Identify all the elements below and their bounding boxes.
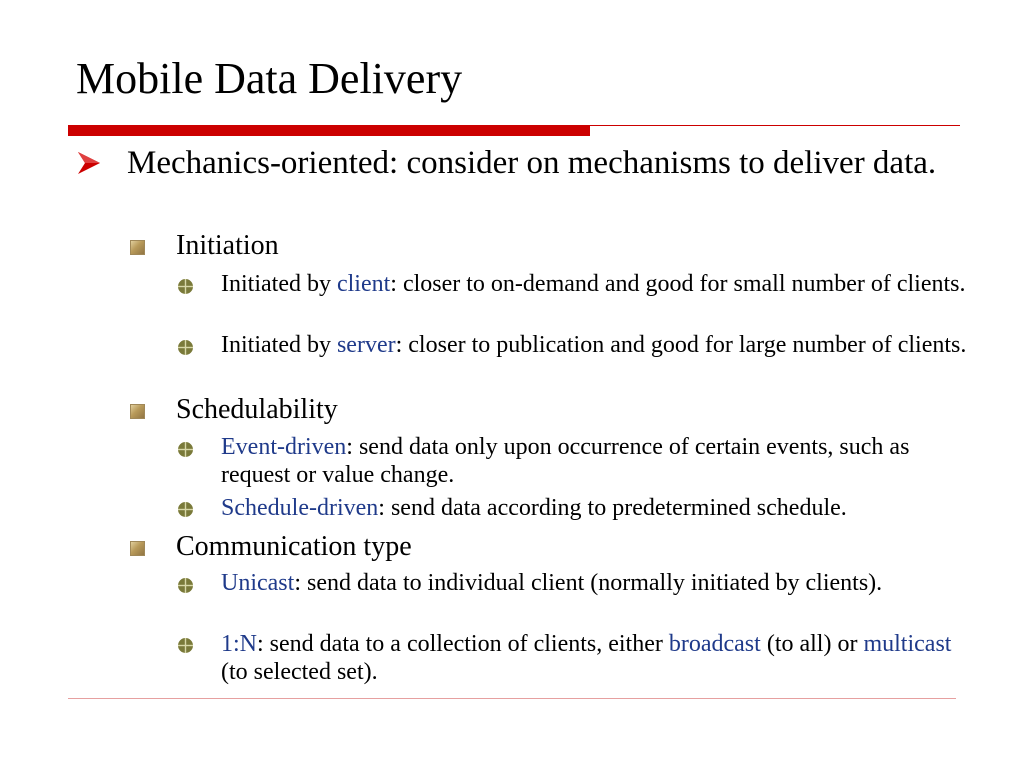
- item-rest-a: : send data to a collection of clients, either: [257, 631, 669, 657]
- list-item-initiated-by-client: [221, 270, 971, 298]
- slide-title: Mobile Data Delivery: [76, 54, 463, 103]
- item-rest: : send data according to predetermined schedule.: [378, 495, 847, 521]
- olive-disc-icon: [177, 577, 194, 594]
- term-broadcast: broadcast: [668, 631, 761, 657]
- footer-rule: [68, 698, 956, 699]
- list-item-unicast: [221, 569, 971, 597]
- term-1-n: 1:N: [221, 631, 257, 657]
- item-rest: : closer to publication and good for large number of clients.: [395, 332, 967, 358]
- term-unicast: Unicast: [221, 570, 295, 596]
- term-event-driven: Event-driven: [221, 434, 347, 460]
- list-item-initiated-by-server: [221, 331, 971, 359]
- olive-disc-icon: [177, 441, 194, 458]
- olive-disc-icon: [177, 278, 194, 295]
- arrow-chevron-icon: [76, 150, 102, 176]
- level1-bullet-text: Mechanics-oriented: consider on mechanisms to deliver data.: [127, 145, 937, 181]
- item-rest: : send data to individual client (normally initiated by clients).: [294, 570, 883, 596]
- olive-disc-icon: [177, 501, 194, 518]
- list-item-one-to-n: [221, 630, 971, 686]
- section-heading-initiation: Initiation: [176, 230, 279, 261]
- item-rest-c: (to selected set).: [221, 659, 378, 685]
- item-rest-b: (to all) or: [760, 631, 864, 657]
- section-heading-communication-type: Communication type: [176, 531, 412, 562]
- item-rest: : send data only upon occurrence of certain events, such as request or value change.: [221, 434, 910, 488]
- list-item-event-driven: [221, 433, 971, 489]
- gold-square-icon: [130, 240, 145, 255]
- term-multicast: multicast: [863, 631, 952, 657]
- term-client: client: [336, 271, 391, 297]
- item-rest: : closer to on-demand and good for small number of clients.: [390, 271, 966, 297]
- olive-disc-icon: [177, 339, 194, 356]
- gold-square-icon: [130, 404, 145, 419]
- term-server: server: [336, 332, 396, 358]
- section-heading-schedulability: Schedulability: [176, 394, 338, 425]
- item-prefix: Initiated by: [221, 332, 337, 358]
- list-item-schedule-driven: [221, 494, 971, 522]
- gold-square-icon: [130, 541, 145, 556]
- item-prefix: Initiated by: [221, 271, 337, 297]
- term-schedule-driven: Schedule-driven: [221, 495, 379, 521]
- olive-disc-icon: [177, 637, 194, 654]
